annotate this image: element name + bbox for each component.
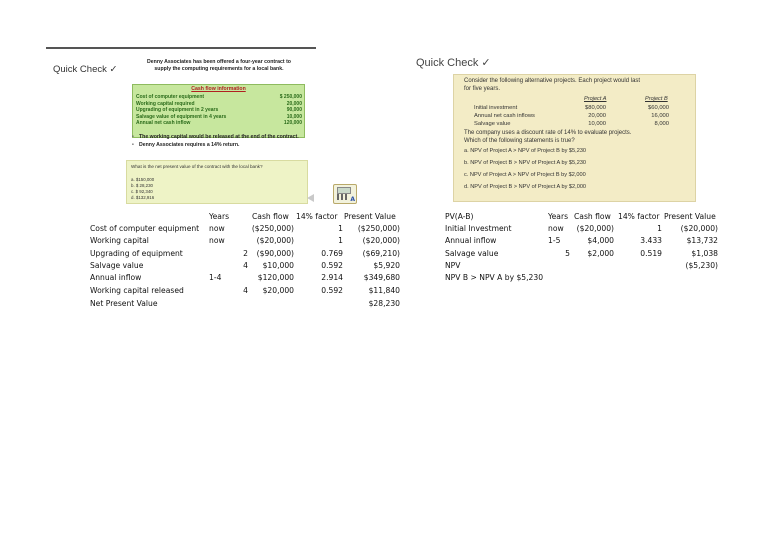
- row-years: 4: [243, 286, 248, 295]
- project-intro-line: Consider the following alternative projects. Each project would last: [464, 78, 641, 84]
- cash-flow-label: Upgrading of equipment in 2 years: [136, 107, 219, 113]
- answer-option[interactable]: d. $132,916: [131, 195, 155, 200]
- answer-option[interactable]: b. $ 28,230: [131, 183, 153, 188]
- row-present-value: $5,920: [373, 261, 400, 270]
- row-cash-flow: ($20,000): [576, 224, 614, 233]
- cash-flow-row: [136, 120, 302, 126]
- row-factor: 1: [657, 224, 662, 233]
- project-intro-line: for five years.: [464, 86, 501, 92]
- row-cash-flow: ($250,000): [251, 224, 294, 233]
- row-label: NPV B > NPV A by $5,230: [445, 273, 544, 282]
- cash-flow-box-title: Cash flow information: [191, 86, 246, 92]
- cash-flow-label: Cost of computer equipment: [136, 94, 205, 100]
- scroll-left-arrow-icon[interactable]: [307, 194, 314, 202]
- project-question-line: The company uses a discount rate of 14% to evaluate projects.: [464, 130, 632, 136]
- calculator-keys: [337, 194, 349, 200]
- row-years: 5: [565, 249, 570, 258]
- row-factor: 3.433: [640, 236, 662, 245]
- project-a-value: 10,000: [588, 121, 606, 127]
- assumption-bullets: [132, 134, 307, 151]
- row-cash-flow: $10,000: [262, 261, 294, 270]
- row-factor: 2.914: [321, 273, 343, 282]
- cash-flow-info-box: [132, 84, 305, 138]
- right-slide-title: Quick Check ✓: [416, 57, 491, 69]
- question-text: What is the net present value of the contract with the local bank?: [131, 164, 263, 169]
- answer-option[interactable]: c. $ 92,340: [131, 189, 153, 194]
- cash-flow-value: $ 250,000: [279, 94, 302, 100]
- row-factor: 0.519: [640, 249, 662, 258]
- row-years: now: [209, 224, 225, 233]
- project-b-header: Project B: [645, 96, 668, 102]
- row-factor: 0.769: [321, 249, 343, 258]
- row-years: 1-4: [209, 273, 222, 282]
- row-factor: 1: [338, 224, 343, 233]
- project-a-value: 20,000: [588, 113, 606, 119]
- row-cash-flow: ($20,000): [256, 236, 294, 245]
- intro-line: Denny Associates has been offered a four-year contract to: [147, 59, 291, 65]
- answer-option[interactable]: a. $150,000: [131, 177, 155, 182]
- project-b-value: $60,000: [648, 105, 669, 111]
- row-years: now: [209, 236, 225, 245]
- project-choice[interactable]: d. NPV of Project B > NPV of Project A by $2,000: [464, 184, 587, 190]
- cash-flow-row: [136, 101, 302, 107]
- left-slide-thumbnail[interactable]: [46, 46, 355, 203]
- cash-flow-value: 90,000: [286, 107, 302, 113]
- row-cash-flow: $120,000: [257, 273, 294, 282]
- bullet-item: • The working capital would be released at the end of the contract.: [132, 134, 307, 140]
- row-label: Salvage value: [445, 249, 499, 258]
- row-present-value: $28,230: [368, 299, 400, 308]
- slide-top-rule: [46, 47, 316, 49]
- row-years: 4: [243, 261, 248, 270]
- row-label: Net Present Value: [90, 299, 158, 308]
- cash-flow-row: [136, 107, 302, 113]
- project-comparison-box: [453, 74, 696, 202]
- row-cash-flow: $20,000: [262, 286, 294, 295]
- row-factor: 1: [338, 236, 343, 245]
- column-header-present-value: Present Value: [344, 212, 396, 221]
- row-label: Cost of computer equipment: [90, 224, 200, 233]
- row-years: now: [548, 224, 564, 233]
- column-header-cash-flow: Cash flow: [252, 212, 289, 221]
- row-present-value: $11,840: [368, 286, 400, 295]
- calculator-screen: [337, 187, 351, 194]
- left-slide-title: Quick Check ✓: [53, 64, 118, 75]
- row-cash-flow: ($90,000): [256, 249, 294, 258]
- right-slide-thumbnail[interactable]: [409, 46, 694, 200]
- cash-flow-row: [136, 114, 302, 120]
- project-row-label: Annual net cash inflows: [474, 113, 535, 119]
- intro-line: supply the computing requirements for a local bank.: [154, 65, 284, 72]
- row-label: Salvage value: [90, 261, 144, 270]
- column-header-cash-flow: Cash flow: [574, 212, 611, 221]
- project-a-value: $80,000: [585, 105, 606, 111]
- row-label: Working capital released: [90, 286, 184, 295]
- row-cash-flow: $4,000: [587, 236, 614, 245]
- table-corner-label: PV(A-B): [445, 212, 474, 221]
- cash-flow-value: 10,000: [286, 113, 302, 120]
- row-present-value: $1,038: [691, 249, 718, 258]
- column-header-present-value: Present Value: [664, 212, 716, 221]
- project-question-line: Which of the following statements is true?: [464, 138, 575, 144]
- column-header-factor: 14% factor: [296, 212, 338, 221]
- cash-flow-row: [136, 94, 302, 100]
- cash-flow-value: 20,000: [286, 100, 302, 107]
- row-present-value: ($5,230): [685, 261, 718, 270]
- column-header-factor: 14% factor: [618, 212, 660, 221]
- project-a-header: Project A: [584, 96, 607, 102]
- row-present-value: ($69,210): [362, 249, 400, 258]
- row-years: 2: [243, 249, 248, 258]
- project-b-value: 8,000: [654, 121, 669, 127]
- cash-flow-label: Annual net cash inflow: [136, 120, 191, 126]
- calculator-icon-label: A: [350, 196, 355, 203]
- row-cash-flow: $2,000: [587, 249, 614, 258]
- left-slide-intro: [124, 59, 314, 72]
- project-choice[interactable]: b. NPV of Project B > NPV of Project A by $5,230: [464, 160, 587, 166]
- project-choice[interactable]: c. NPV of Project A > NPV of Project B by $2,000: [464, 172, 586, 178]
- row-label: Annual inflow: [90, 273, 142, 282]
- row-present-value: ($20,000): [362, 236, 400, 245]
- cash-flow-label: Salvage value of equipment in 4 years: [136, 113, 227, 120]
- row-factor: 0.592: [321, 286, 343, 295]
- cash-flow-label: Working capital required: [136, 100, 195, 107]
- bullet-item: • Denny Associates requires a 14% return.: [132, 142, 307, 148]
- row-present-value: $13,732: [686, 236, 718, 245]
- project-row-label: Salvage value: [474, 121, 511, 127]
- row-label: NPV: [445, 261, 461, 270]
- calculator-icon[interactable]: [333, 184, 357, 204]
- row-label: Upgrading of equipment: [90, 249, 183, 258]
- row-present-value: ($250,000): [357, 224, 400, 233]
- row-label: Initial Investment: [445, 224, 512, 233]
- column-header-years: Years: [209, 212, 230, 221]
- project-choice[interactable]: a. NPV of Project A > NPV of Project B by $5,230: [464, 148, 587, 154]
- cash-flow-value: 120,000: [283, 120, 302, 126]
- row-years: 1-5: [548, 236, 561, 245]
- project-row-label: Initial investment: [474, 105, 518, 111]
- row-label: Annual inflow: [445, 236, 497, 245]
- row-present-value: $349,680: [363, 273, 400, 282]
- row-factor: 0.592: [321, 261, 343, 270]
- row-label: Working capital: [90, 236, 149, 245]
- project-b-value: 16,000: [651, 113, 669, 119]
- question-box: [126, 160, 308, 204]
- row-present-value: ($20,000): [680, 224, 718, 233]
- column-header-years: Years: [548, 212, 569, 221]
